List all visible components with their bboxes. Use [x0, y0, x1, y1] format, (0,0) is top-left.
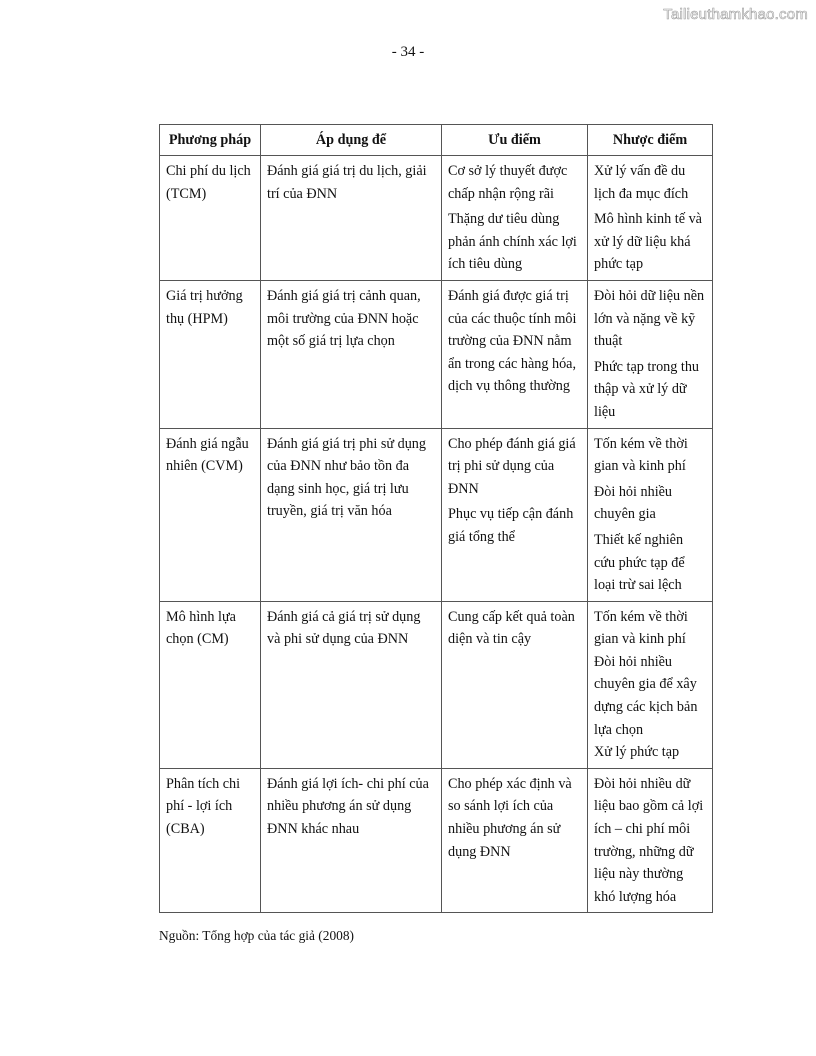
advantage-item: Cơ sở lý thuyết được chấp nhận rộng rãi — [448, 163, 568, 202]
disadvantage-item: Đòi hỏi nhiều dữ liệu bao gồm cả lợi ích – chi phí môi trường, những dữ liệu này thường khó lượng hóa — [594, 775, 704, 905]
valuation-methods-table — [159, 124, 713, 913]
table-row — [160, 768, 713, 913]
advantage-item: Đánh giá được giá trị của các thuộc tính môi trường của ĐNN nằm ẩn trong các hàng hóa, dịch vụ thông thường — [448, 287, 577, 395]
watermark: Tailieuthamkhao.com — [663, 6, 808, 23]
disadvantage-item: Tốn kém về thời gian và kinh phí — [594, 435, 688, 475]
disadvantage-item: Tốn kém về thời gian và kinh phí — [594, 608, 688, 648]
table-row — [160, 601, 713, 768]
table-header-row — [160, 125, 713, 156]
advantages-cell — [442, 601, 588, 768]
disadvantage-item: Mô hình kinh tế và xử lý dữ liệu khá phức tạp — [594, 211, 702, 273]
advantage-item: Cung cấp kết quả toàn diện và tin cậy — [448, 608, 575, 648]
disadvantage-item: Đòi hỏi nhiều chuyên gia để xây dựng các kịch bản lựa chọn — [594, 653, 698, 738]
disadvantage-item: Xử lý vấn đề du lịch đa mục đích — [594, 163, 689, 202]
advantages-cell — [442, 280, 588, 428]
disadvantage-item: Phức tạp trong thu thập và xử lý dữ liệu — [594, 358, 700, 420]
header-method: Phương pháp — [160, 125, 261, 156]
method-cell: Chi phí du lịch (TCM) — [160, 156, 261, 281]
application-cell: Đánh giá lợi ích- chi phí của nhiều phương án sử dụng ĐNN khác nhau — [261, 768, 442, 913]
disadvantages-cell — [588, 156, 713, 281]
method-cell: Giá trị hưởng thụ (HPM) — [160, 280, 261, 428]
table-row — [160, 156, 713, 281]
disadvantages-cell — [588, 280, 713, 428]
disadvantages-cell — [588, 601, 713, 768]
disadvantage-item: Thiết kế nghiên cứu phức tạp để loại trừ sai lệch — [594, 531, 685, 594]
application-cell: Đánh giá cả giá trị sử dụng và phi sử dụng của ĐNN — [261, 601, 442, 768]
method-cell: Mô hình lựa chọn (CM) — [160, 601, 261, 768]
advantages-cell — [442, 768, 588, 913]
advantages-cell — [442, 156, 588, 281]
header-disadvantages: Nhược điểm — [588, 125, 713, 156]
advantage-item: Cho phép xác định và so sánh lợi ích của nhiều phương án sử dụng ĐNN — [448, 775, 572, 860]
advantage-item: Thặng dư tiêu dùng phản ánh chính xác lợi ích tiêu dùng — [448, 211, 577, 273]
header-advantages: Ưu điểm — [442, 125, 588, 156]
advantage-item: Cho phép đánh giá giá trị phi sử dụng của ĐNN — [448, 435, 576, 497]
advantage-item: Phục vụ tiếp cận đánh giá tổng thể — [448, 506, 574, 545]
page-number: - 34 - — [391, 44, 425, 60]
source-note: Nguồn: Tổng hợp của tác giả (2008) — [159, 928, 355, 943]
application-cell: Đánh giá giá trị du lịch, giải trí của ĐNN — [261, 156, 442, 281]
table-row — [160, 428, 713, 601]
disadvantage-item: Xử lý phức tạp — [594, 744, 680, 761]
application-cell: Đánh giá giá trị phi sử dụng của ĐNN như bảo tồn đa dạng sinh học, giá trị lưu truyền, giá trị văn hóa — [261, 428, 442, 601]
disadvantages-cell — [588, 428, 713, 601]
disadvantage-item: Đòi hỏi dữ liệu nền lớn và nặng về kỹ thuật — [594, 287, 705, 350]
method-cell: Đánh giá ngẫu nhiên (CVM) — [160, 428, 261, 601]
application-cell: Đánh giá giá trị cảnh quan, môi trường của ĐNN hoặc một số giá trị lựa chọn — [261, 280, 442, 428]
table-row — [160, 280, 713, 428]
method-cell: Phân tích chi phí - lợi ích (CBA) — [160, 768, 261, 913]
advantages-cell — [442, 428, 588, 601]
disadvantages-cell — [588, 768, 713, 913]
header-application: Áp dụng để — [261, 125, 442, 156]
disadvantage-item: Đòi hỏi nhiều chuyên gia — [594, 483, 673, 523]
